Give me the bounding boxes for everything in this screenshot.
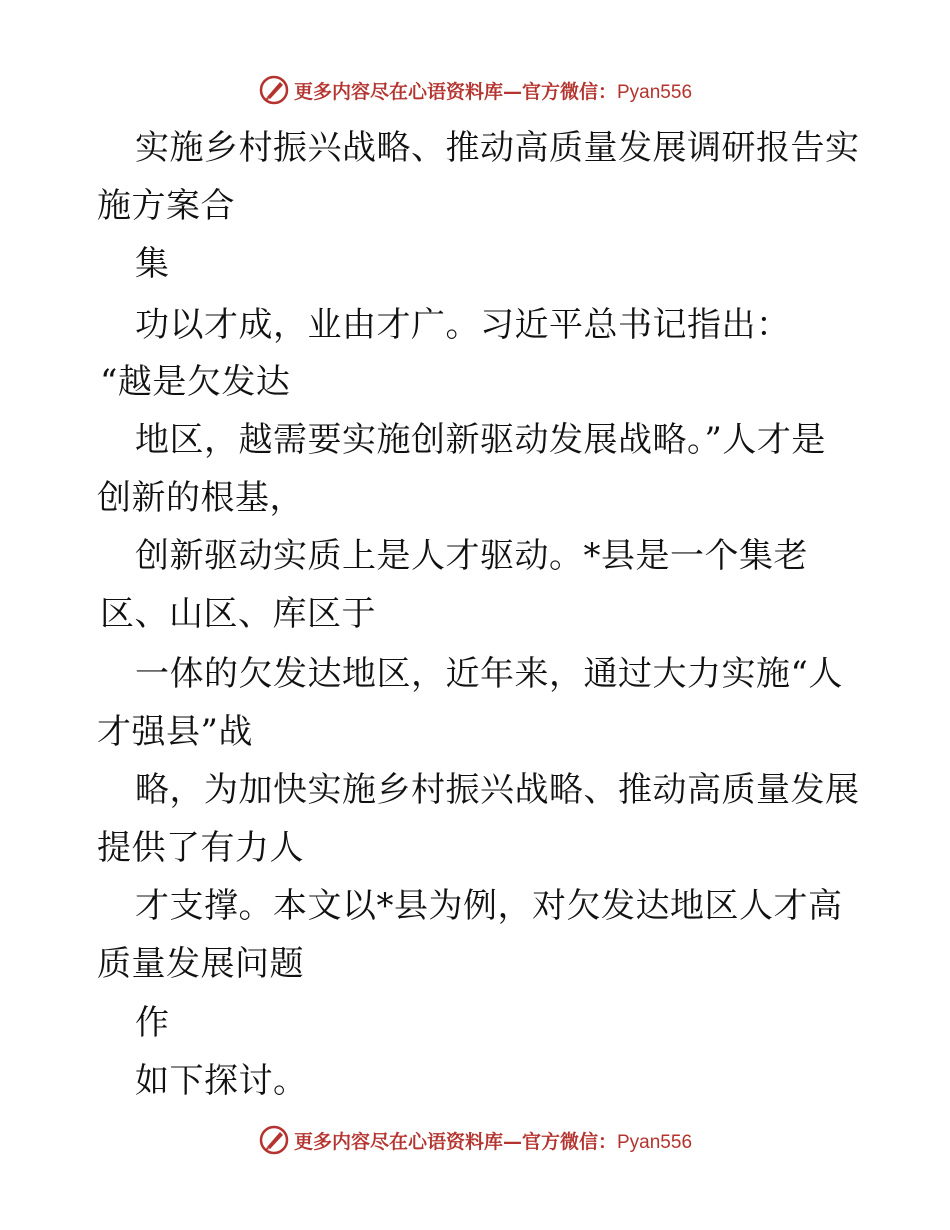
quill-pen-logo-icon bbox=[258, 1124, 290, 1156]
document-line: 作 bbox=[135, 1003, 170, 1043]
footer-text: 更多内容尽在心语资料库—官方微信：Pyan556 bbox=[293, 1130, 693, 1153]
header-text: 更多内容尽在心语资料库—官方微信：Pyan556 bbox=[293, 80, 693, 103]
footer-banner bbox=[0, 1120, 950, 1160]
document-line: 质量发展问题 bbox=[97, 944, 304, 984]
document-line: 创新驱动实质上是人才驱动。*县是一个集老 bbox=[135, 536, 808, 576]
document-line: 功以才成，业由才广。习近平总书记指出： bbox=[135, 305, 791, 345]
document-line: 地区，越需要实施创新驱动发展战略。”人才是 bbox=[135, 420, 826, 460]
document-line: 才强县”战 bbox=[97, 712, 253, 752]
document-line: 创新的根基， bbox=[97, 478, 304, 518]
document-line: 施方案合 bbox=[97, 186, 235, 226]
document-line: 如下探讨。 bbox=[135, 1061, 308, 1101]
document-line: 略，为加快实施乡村振兴战略、推动高质量发展 bbox=[135, 770, 860, 810]
document-line: “越是欠发达 bbox=[100, 362, 291, 402]
document-line: 提供了有力人 bbox=[97, 828, 304, 868]
document-line: 集 bbox=[135, 244, 170, 284]
document-line: 才支撑。本文以*县为例，对欠发达地区人才高 bbox=[135, 886, 843, 926]
document-line: 一体的欠发达地区，近年来，通过大力实施“人 bbox=[135, 654, 843, 694]
document-line: 区、山区、库区于 bbox=[100, 594, 376, 634]
document-line: 实施乡村振兴战略、推动高质量发展调研报告实 bbox=[135, 128, 860, 168]
